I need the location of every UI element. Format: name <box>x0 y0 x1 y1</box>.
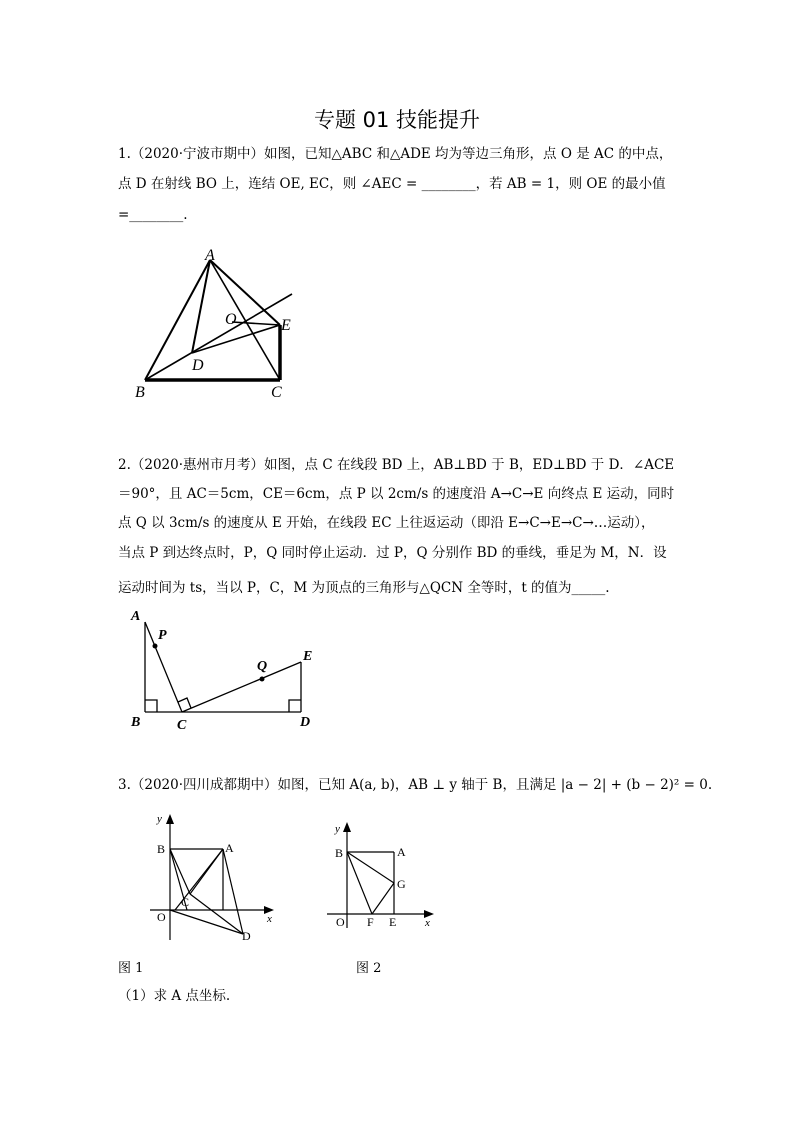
q2-line4: 当点 P 到达终点时，P，Q 同时停止运动．过 P，Q 分别作 BD 的垂线，垂足为 M，N．设 <box>118 545 667 561</box>
q2-label-Q: Q <box>257 659 268 674</box>
q3-fig1-y: y <box>157 813 162 825</box>
q2-line1: 2.（2020·惠州市月考）如图，点 C 在线段 BD 上，AB⊥BD 于 B，ED⊥BD 于 D．∠ACE <box>118 457 675 473</box>
q2-label-A: A <box>131 609 141 624</box>
q3-fig1-O: O <box>157 910 166 924</box>
q1-line1: 1.（2020·宁波市期中）如图，已知△ABC 和△ADE 均为等边三角形，点 O 是 AC 的中点， <box>118 146 673 162</box>
q2-label-P: P <box>158 628 167 643</box>
q3-figure-2 <box>322 820 437 930</box>
q1-label-B: B <box>135 384 145 401</box>
q3-fig2-A: A <box>397 845 406 859</box>
q3-sub1: （1）求 A 点坐标. <box>118 988 231 1004</box>
q3-fig1-C: C <box>181 895 190 909</box>
q1-line2: 点 D 在射线 BO 上，连结 OE, EC，则 ∠AEC = ________，若 AB = 1，则 OE 的最小值 <box>118 176 666 192</box>
q3-fig2-y: y <box>335 823 340 835</box>
q1-label-D: D <box>192 357 204 374</box>
q3-fig2-G: G <box>397 877 406 891</box>
q3-fig2-F: F <box>367 915 374 929</box>
q3-line1: 3.（2020·四川成都期中）如图，已知 A(a, b)，AB ⊥ y 轴于 B，且满足 |a − 2| + (b − 2)² = 0. <box>118 777 713 793</box>
q3-fig1-x: x <box>267 913 272 925</box>
q2-label-E: E <box>303 649 313 664</box>
q3-fig1-caption: 图 1 <box>118 961 144 976</box>
q3-fig1-A: A <box>225 841 234 855</box>
q1-line3: =________. <box>118 207 188 223</box>
q2-line2: ＝90°，且 AC＝5cm，CE＝6cm，点 P 以 2cm/s 的速度沿 A→C→E 向终点 E 运动，同时 <box>118 486 675 502</box>
q2-label-B: B <box>131 715 141 730</box>
q2-line3: 点 Q 以 3cm/s 的速度从 E 开始，在线段 EC 上往返运动（即沿 E→C→E→C→…运动）， <box>118 515 655 531</box>
q2-line5: 运动时间为 ts，当以 P，C，M 为顶点的三角形与△QCN 全等时，t 的值为_____. <box>118 580 610 596</box>
q1-label-A: A <box>205 247 215 264</box>
q1-label-O: O <box>225 311 237 328</box>
q1-figure <box>130 240 310 410</box>
q3-fig2-O: O <box>336 915 345 929</box>
q3-fig2-B: B <box>335 846 344 860</box>
q1-label-C: C <box>271 384 282 401</box>
q3-fig1-B: B <box>157 842 166 856</box>
q2-label-D: D <box>300 715 311 730</box>
q3-fig2-caption: 图 2 <box>356 961 382 976</box>
q1-label-E: E <box>281 317 291 334</box>
q2-label-C: C <box>177 718 187 733</box>
q2-figure <box>125 604 330 734</box>
q3-figure-1 <box>145 812 280 947</box>
q3-fig2-x: x <box>425 917 430 929</box>
q3-fig2-E: E <box>389 915 397 929</box>
q3-fig1-D: D <box>242 929 251 943</box>
page-title: 专题 01 技能提升 <box>313 108 481 132</box>
